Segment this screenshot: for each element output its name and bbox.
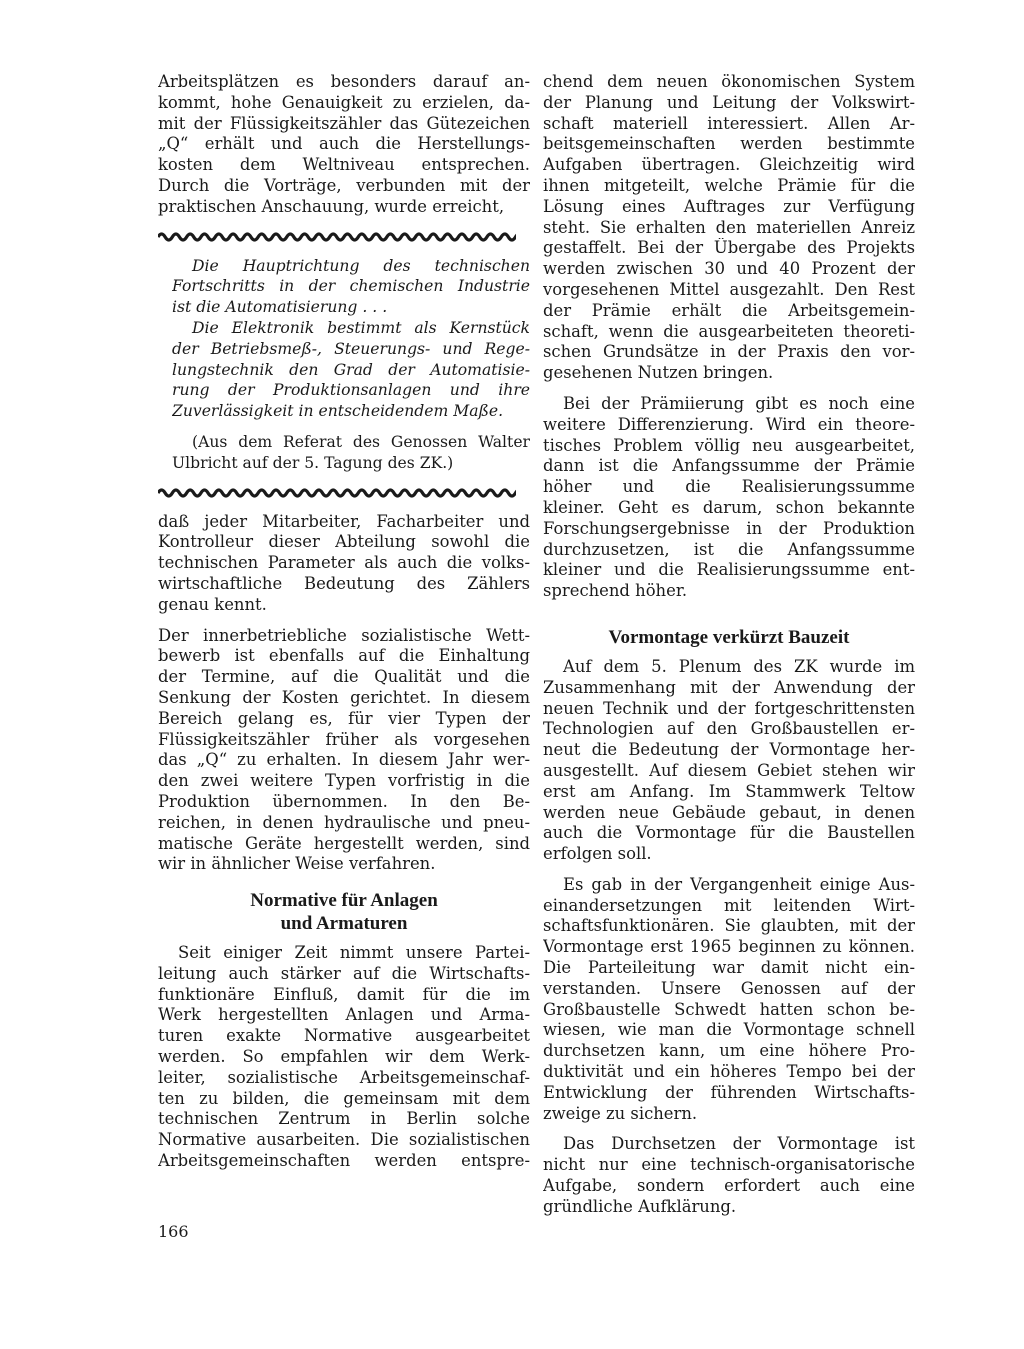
text-line: wiesen, wie man die Vormontage schnell — [543, 1020, 915, 1040]
text-line: Technologien auf den Großbaustellen er- — [543, 719, 915, 739]
text-line: ten zu bilden, die gemeinsam mit dem — [158, 1088, 530, 1108]
text-line: werden neue Gebäude gebaut, in denen — [543, 802, 915, 822]
text-line: wirtschaftliche Bedeutung des Zählers — [158, 573, 530, 593]
wavy-divider-top — [158, 230, 530, 244]
text-line: der Betriebsmeß-, Steuerungs- und Rege- — [172, 339, 530, 358]
paragraph — [158, 512, 530, 616]
text-line: rung der Produktionsanlagen und ihre — [172, 381, 530, 400]
text-line: tisches Problem völlig neu ausgearbeitet, — [543, 435, 915, 455]
text-line: Die Hauptrichtung des technischen — [192, 256, 530, 275]
text-line: gestaffelt. Bei der Übergabe des Projekts — [543, 238, 915, 258]
text-line: leiter, sozialistische Arbeitsgemeinschaf- — [158, 1067, 530, 1087]
heading-line: Vormontage verkürzt Bauzeit — [608, 626, 850, 648]
text-line: schaft materiell interessiert. Allen Ar- — [543, 113, 915, 133]
text-line: durchsetzen kann, um eine höhere Pro- — [543, 1041, 915, 1061]
text-line: Großbaustelle Schwedt hatten schon be- — [543, 999, 915, 1019]
paragraph — [543, 72, 915, 384]
text-line: der Planung und Leitung der Volkswirt- — [543, 92, 915, 112]
wavy-divider-bottom — [158, 486, 530, 500]
quote-box — [158, 256, 530, 474]
text-line: auch die Vormontage für die Baustellen — [543, 823, 915, 843]
text-line: schaft, wenn die ausgearbeiteten theoreti- — [543, 321, 915, 341]
text-line: Bereich gelang es, für vier Typen der — [158, 708, 530, 728]
text-line: Arbeitsgemeinschaften werden entspre- — [158, 1151, 530, 1171]
text-line: „Q“ erhält und auch die Herstellungs- — [158, 134, 530, 154]
text-line: Die Parteileitung war damit nicht ein- — [543, 958, 915, 978]
text-line: Werk hergestellten Anlagen und Arma- — [158, 1005, 530, 1025]
text-line: daß jeder Mitarbeiter, Facharbeiter und — [158, 511, 530, 531]
text-line: kleiner. Geht es darum, schon bekannte — [543, 497, 915, 517]
text-line: Produktion übernommen. In den Be- — [158, 791, 530, 811]
text-line: Es gab in der Vergangenheit einige Aus- — [563, 874, 915, 894]
text-line: den zwei weitere Typen vorfristig in die — [158, 771, 530, 791]
wave-stroke — [158, 490, 516, 496]
text-line: mit der Flüssigkeitszähler das Gütezeichen — [158, 113, 530, 133]
section-heading-normative — [158, 889, 530, 935]
text-line: beitsgemeinschaften werden bestimmte — [543, 134, 915, 154]
text-line: Senkung der Kosten gerichtet. In diesem — [158, 687, 530, 707]
text-line: Fortschritts in der chemischen Industrie — [172, 277, 530, 296]
paragraph — [543, 394, 915, 602]
text-line: nicht nur eine technisch-organisatorische — [543, 1155, 915, 1175]
text-line: der Termine, auf die Qualität und die — [158, 667, 530, 687]
text-line: das „Q“ zu erhalten. In diesem Jahr wer- — [158, 750, 530, 770]
text-line: bewerb ist ebenfalls auf die Einhaltung — [158, 646, 530, 666]
text-line: gesehenen Nutzen bringen. — [543, 363, 774, 383]
section-heading-vormontage — [543, 626, 915, 649]
text-line: Durch die Vorträge, verbunden mit der — [158, 175, 530, 195]
text-line: turen exakte Normative ausgearbeitet — [158, 1026, 530, 1046]
text-line: praktischen Anschauung, wurde erreicht, — [158, 196, 505, 216]
right-column — [543, 72, 915, 1218]
text-line: Bei der Prämiierung gibt es noch eine — [563, 393, 915, 413]
paragraph — [158, 626, 530, 876]
text-line: duktivität und ein höheres Tempo bei der — [543, 1062, 915, 1082]
text-line: Zusammenhang mit der Anwendung der — [543, 677, 915, 697]
text-line: Arbeitsplätzen es besonders darauf an- — [158, 72, 530, 91]
text-line: technischen Zentrum in Berlin solche — [158, 1109, 530, 1129]
text-line: erst am Anfang. Im Stammwerk Teltow — [543, 781, 915, 801]
text-line: Kontrolleur dieser Abteilung sowohl die — [158, 532, 530, 552]
text-line: Ulbricht auf der 5. Tagung des ZK.) — [172, 453, 454, 472]
text-line: einandersetzungen mit leitenden Wirt- — [543, 895, 915, 915]
page-number: 166 — [158, 1222, 189, 1241]
quote-paragraph — [172, 318, 530, 422]
text-line: Zuverlässigkeit in entscheidendem Maße. — [172, 402, 504, 421]
text-line: Aufgabe, sondern erfordert auch eine — [543, 1176, 915, 1196]
text-line: ist die Automatisierung . . . — [172, 298, 388, 317]
text-line: technischen Parameter als auch die volks- — [158, 553, 530, 573]
wavy-rule-icon — [158, 486, 516, 500]
text-line: schen Grundsätze in der Praxis den vor- — [543, 342, 915, 362]
text-line: neut die Bedeutung der Vormontage her- — [543, 740, 915, 760]
text-line: dann ist die Anfangssumme der Prämie — [543, 456, 915, 476]
text-line: zweige zu sichern. — [543, 1103, 698, 1123]
text-line: verstanden. Unsere Genossen auf der — [543, 978, 915, 998]
paragraph — [543, 657, 915, 865]
text-line: weitere Differenzierung. Wird ein theore- — [543, 414, 915, 434]
text-line: Forschungsergebnisse in der Produktion — [543, 518, 915, 538]
wavy-rule-icon — [158, 230, 516, 244]
text-line: durchzusetzen, ist die Anfangssumme — [543, 539, 915, 559]
text-line: Das Durchsetzen der Vormontage ist — [563, 1134, 915, 1154]
text-line: vorgesehenen Mittel ausgezahlt. Den Rest — [543, 279, 915, 299]
text-line: höher und die Realisierungssumme — [543, 477, 915, 497]
text-line: neuen Technik und der fortgeschrittensten — [543, 698, 915, 718]
text-line: ausgestellt. Auf diesem Gebiet stehen wir — [543, 760, 915, 780]
paragraph — [158, 943, 530, 1172]
paragraph — [543, 875, 915, 1125]
text-line: kosten dem Weltniveau entsprechen. — [158, 155, 530, 175]
text-line: Entwicklung der führenden Wirtschafts- — [543, 1082, 915, 1102]
text-line: Seit einiger Zeit nimmt unsere Partei- — [178, 943, 530, 963]
text-line: wir in ähnlicher Weise verfahren. — [158, 854, 436, 874]
text-line: funktionäre Einfluß, damit für die im — [158, 984, 530, 1004]
text-line: gründliche Aufklärung. — [543, 1196, 737, 1216]
text-line: chend dem neuen ökonomischen System — [543, 72, 915, 91]
text-line: leitung auch stärker auf die Wirtschafts- — [158, 963, 530, 983]
text-line: schaftsfunktionären. Sie glaubten, mit der — [543, 916, 915, 936]
heading-line: Normative für Anlagen — [250, 890, 438, 912]
text-line: (Aus dem Referat des Genossen Walter — [192, 432, 530, 451]
text-line: werden zwischen 30 und 40 Prozent der — [543, 259, 915, 279]
text-line: erfolgen soll. — [543, 844, 652, 864]
text-line: Flüssigkeitszähler früher als vorgesehen — [158, 729, 530, 749]
quote-paragraph — [172, 256, 530, 318]
text-line: steht. Sie erhalten den materiellen Anreiz — [543, 217, 915, 237]
text-line: reichen, in denen hydraulische und pneu- — [158, 812, 530, 832]
text-line: Lösung eines Auftrages zur Verfügung — [543, 196, 915, 216]
text-line: kleiner und die Realisierungssumme ent- — [543, 560, 915, 580]
paragraph — [158, 72, 530, 218]
left-column — [158, 72, 530, 1172]
text-line: ihnen mitgeteilt, welche Prämie für die — [543, 175, 915, 195]
text-line: Der innerbetriebliche sozialistische Wett- — [158, 625, 530, 645]
heading-line: und Armaturen — [280, 913, 408, 935]
text-line: Vormontage erst 1965 beginnen zu können. — [543, 937, 915, 957]
text-line: genau kennt. — [158, 594, 267, 614]
quote-source — [172, 432, 530, 474]
paragraph — [543, 1134, 915, 1217]
text-line: matische Geräte hergestellt werden, sind — [158, 833, 530, 853]
text-line: Die Elektronik bestimmt als Kernstück — [192, 318, 530, 337]
text-line: Normative ausarbeiten. Die sozialistischen — [158, 1130, 530, 1150]
text-line: der Prämie erhält die Arbeitsgemein- — [543, 300, 915, 320]
text-line: Aufgaben übertragen. Gleichzeitig wird — [543, 155, 915, 175]
text-line: Auf dem 5. Plenum des ZK wurde im — [563, 656, 915, 676]
text-line: werden. So empfahlen wir dem Werk- — [158, 1047, 530, 1067]
text-line: sprechend höher. — [543, 581, 688, 601]
wave-stroke — [158, 234, 516, 240]
text-line: lungstechnik den Grad der Automatisie- — [172, 360, 530, 379]
text-line: kommt, hohe Genauigkeit zu erzielen, da- — [158, 92, 530, 112]
